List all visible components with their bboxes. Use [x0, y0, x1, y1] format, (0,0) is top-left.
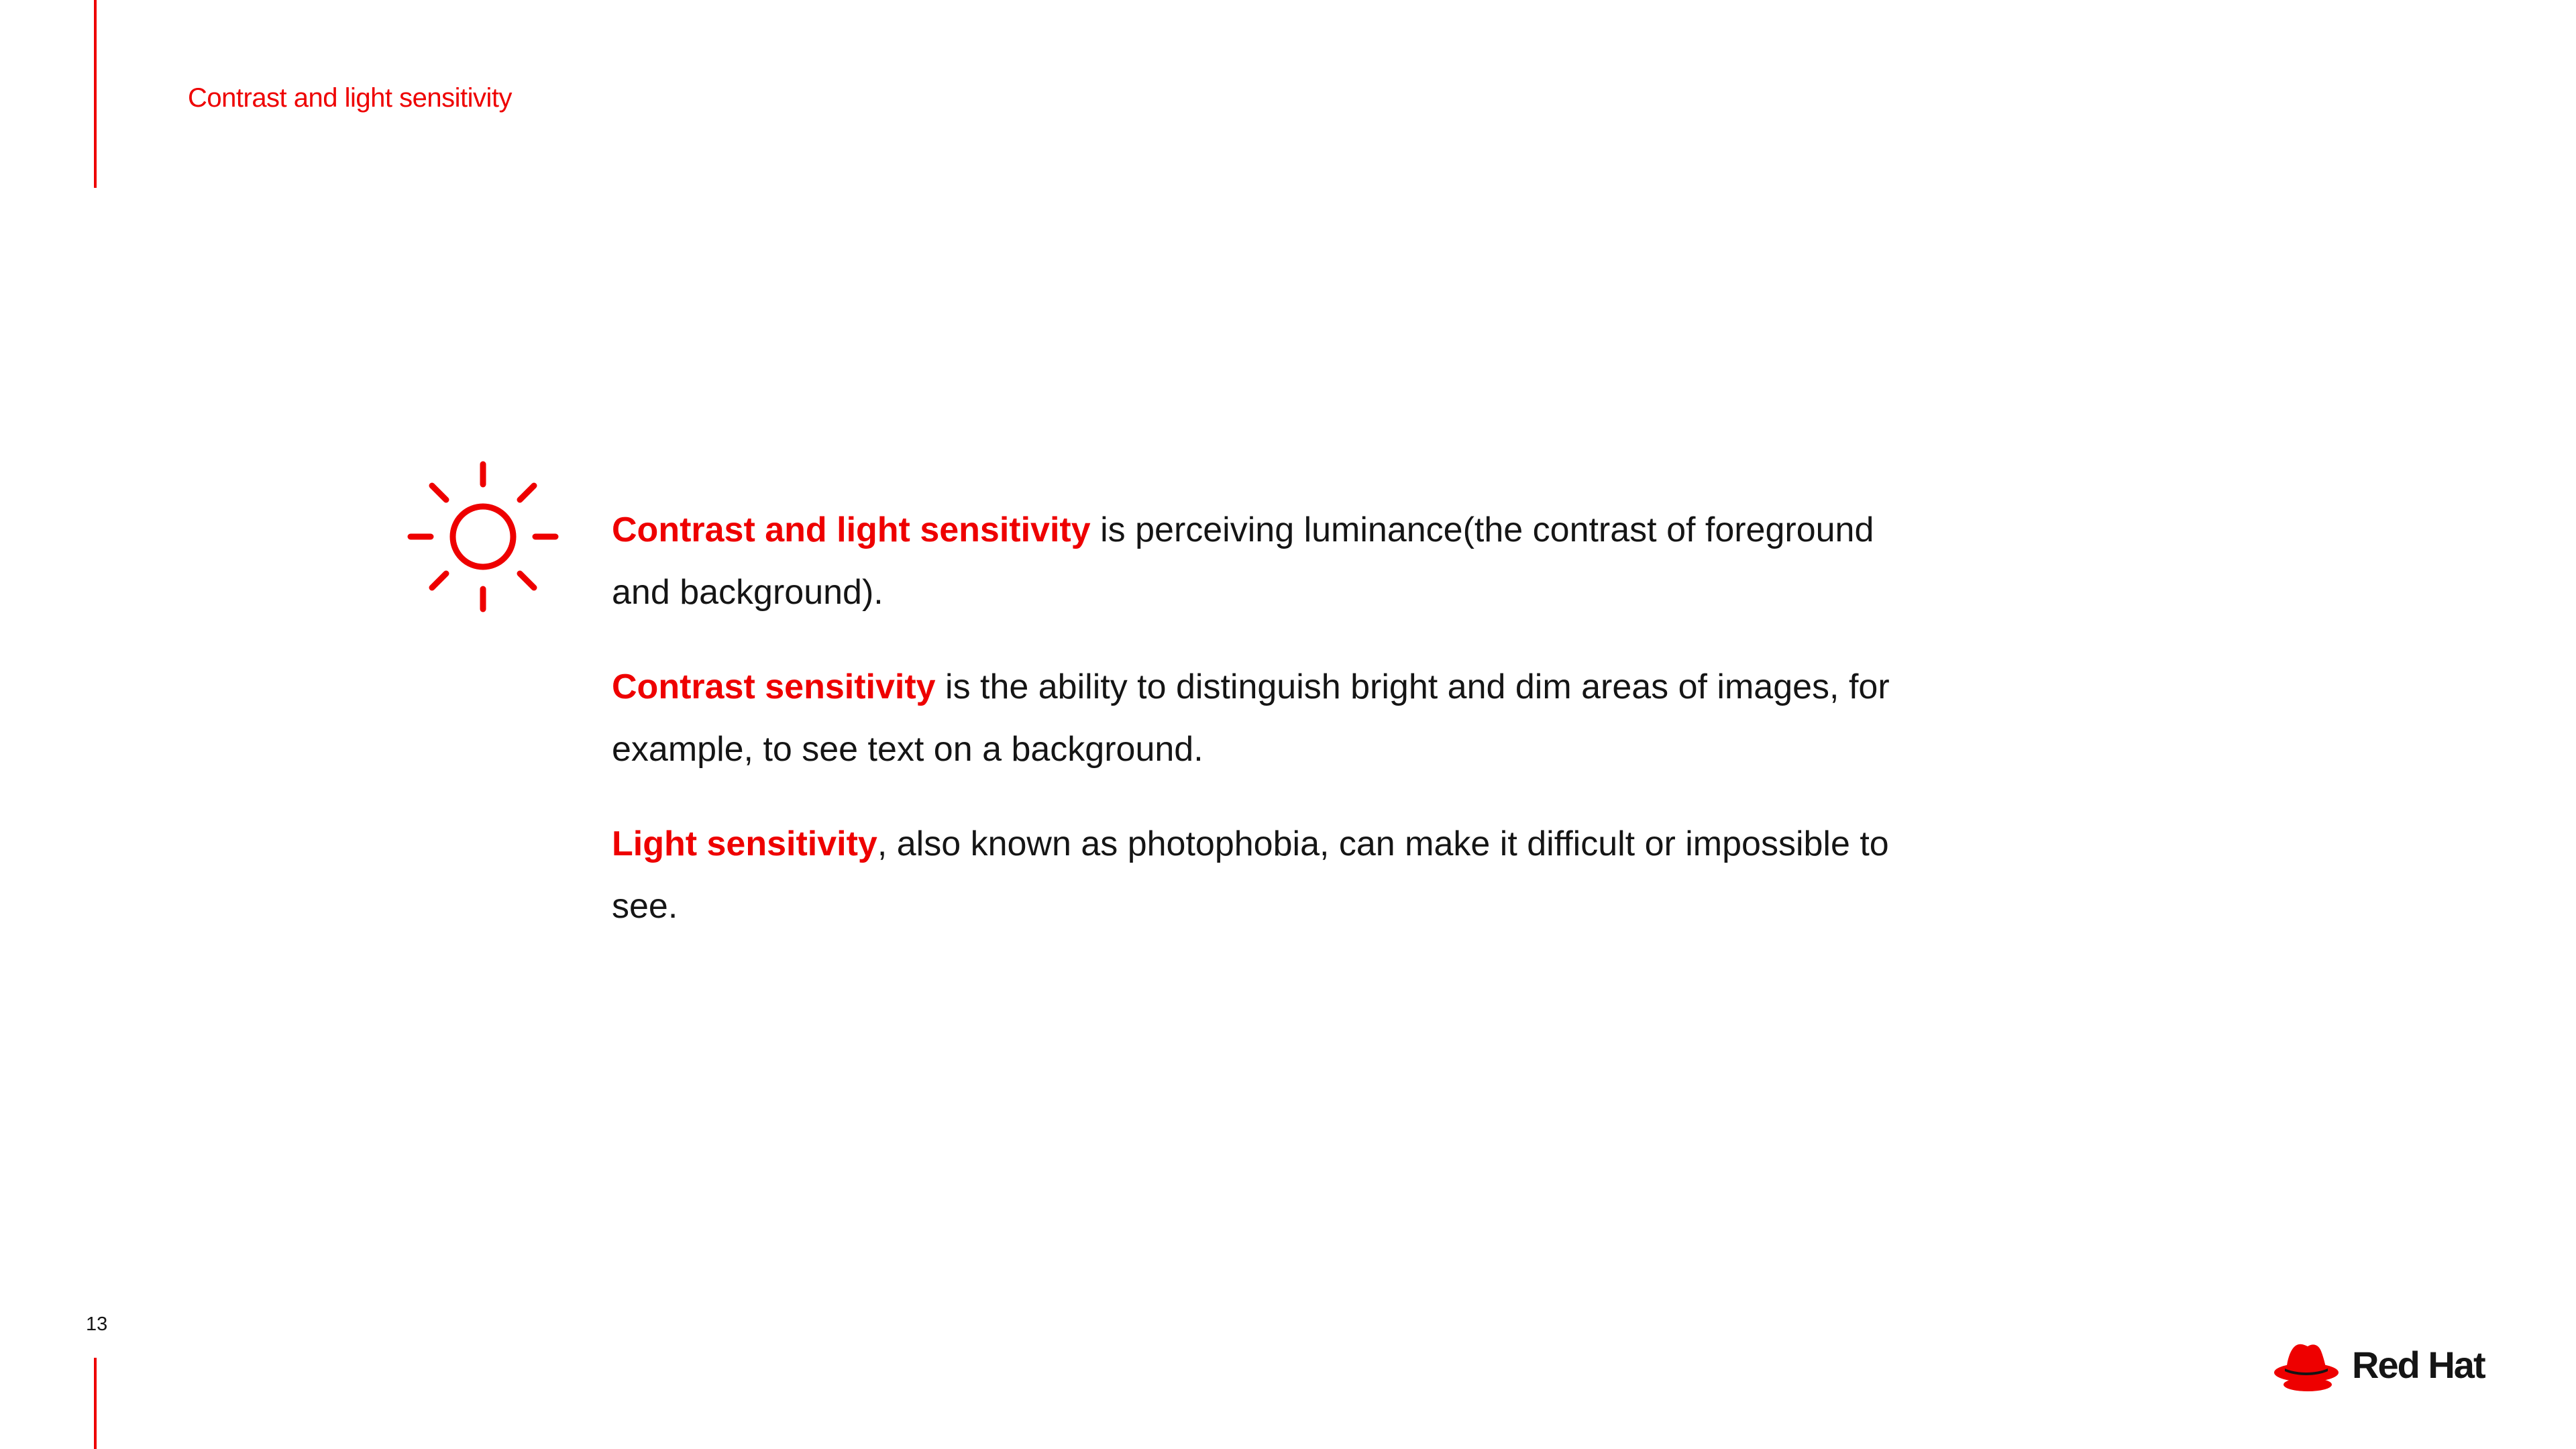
bottom-accent-rule: [94, 1358, 97, 1449]
definition-body: is the ability to distinguish bright and dim areas of images, for example, to see text on a background.: [612, 667, 1890, 769]
definition-term: Contrast and light sensitivity: [612, 511, 1091, 549]
top-accent-rule: [94, 0, 97, 188]
definition-term: Light sensitivity: [612, 824, 877, 863]
red-hat-logo: [2270, 1331, 2485, 1398]
definition-term: Contrast sensitivity: [612, 667, 936, 706]
page-number: 13: [86, 1313, 108, 1335]
sun-icon: [402, 456, 564, 617]
brand-name: Red Hat: [2352, 1343, 2485, 1386]
definition-paragraph: [612, 813, 1927, 938]
definitions-text: [612, 499, 1927, 970]
definition-paragraph: [612, 656, 1927, 781]
definition-paragraph: [612, 499, 1927, 624]
red-hat-logo-icon: [2270, 1335, 2343, 1394]
section-title: Contrast and light sensitivity: [188, 83, 513, 113]
definition-body: , also known as photophobia, can make it difficult or impossible to see.: [612, 824, 1889, 926]
definition-body: is perceiving luminance(the contrast of foreground and background).: [612, 511, 1874, 612]
